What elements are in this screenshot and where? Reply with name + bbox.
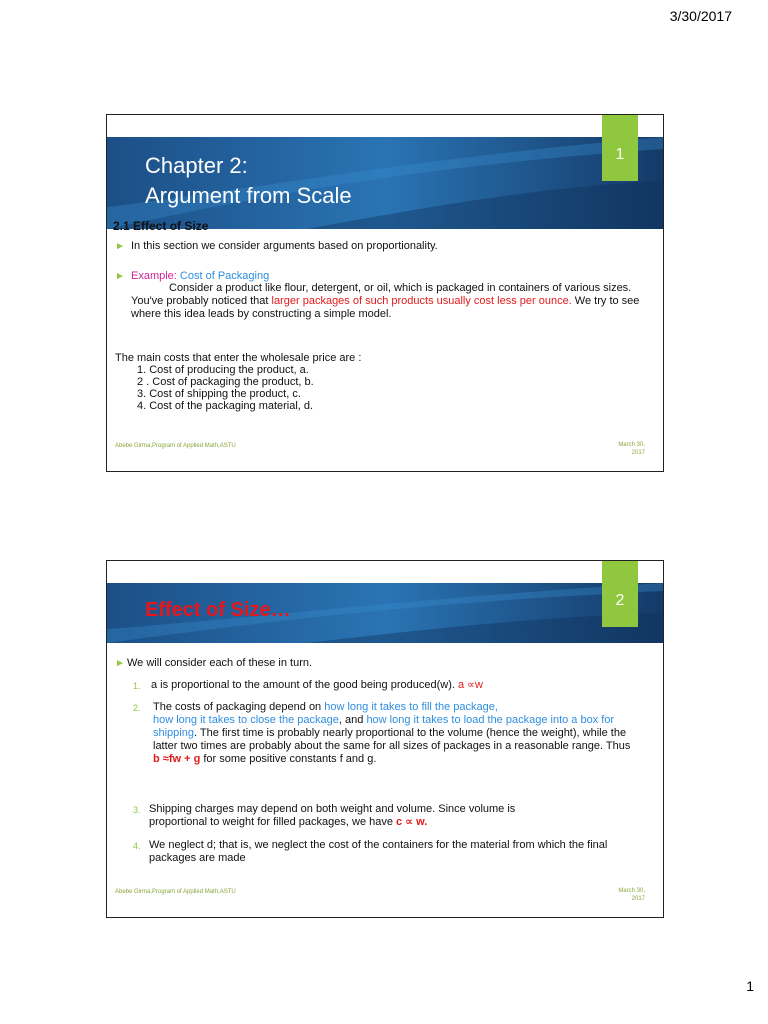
section-heading: 2.1 Effect of Size (113, 219, 209, 233)
item-2-blue1: how long it takes to fill the package, (324, 701, 498, 713)
title-banner (107, 137, 663, 229)
footer-author: Abebe Girma,Program of Applied Math,ASTU (115, 889, 236, 895)
slide-number-tab: 1 (602, 115, 638, 181)
item-4-text: We neglect d; that is, we neglect the cost of the containers for the material from which the final packages are made (149, 839, 608, 864)
item-2-blue2: how long it takes to close the package (153, 714, 339, 726)
item-2-rest: . The first time is probably nearly proportional to the volume (hence the weight), while the latter two times are probably about the same for all sizes of packages in a reasonable range. Thus (153, 727, 631, 752)
slide-2 (106, 560, 664, 918)
cost-item: 4. Cost of the packaging material, d. (137, 400, 314, 412)
costs-intro: The main costs that enter the wholesale price are : (115, 352, 362, 364)
paragraph-text: Consider a product like flour, detergent, or oil, which is packaged in containers of various sizes. You've probably noticed that (131, 282, 632, 307)
bullet-text: We will consider each of these in turn. (127, 657, 313, 669)
item-1-formula: a ∝w (457, 679, 483, 691)
item-2-mid: , and (338, 714, 367, 726)
item-1-text: a is proportional to the amount of the good being produced(w). (151, 679, 455, 691)
slide-title-line1: Chapter 2: (145, 153, 248, 178)
highlight-text: larger packages of such products usually cost less per ounce. (271, 295, 572, 307)
page-number: 1 (746, 978, 754, 994)
bullet-arrow-icon: ► (115, 658, 125, 669)
footer-author: Abebe Girma,Program of Applied Math,ASTU (115, 443, 236, 449)
bullet-arrow-icon: ► (115, 241, 125, 252)
item-2-lead: The costs of packaging depend on (153, 701, 325, 713)
example-topic: Cost of Packaging (179, 270, 270, 282)
item-number: 2. (133, 703, 141, 713)
item-2-after: for some positive constants f and g. (200, 753, 377, 765)
slide-title-line2: Argument from Scale (145, 183, 352, 208)
paragraph-text-end: We try to see where this idea leads by constructing a simple model. (131, 295, 640, 320)
item-number: 4. (133, 841, 141, 851)
cost-item: 1. Cost of producing the product, a. (137, 364, 309, 376)
item-2-text (153, 701, 633, 766)
cost-item: 3. Cost of shipping the product, c. (137, 388, 301, 400)
item-number: 3. (133, 805, 141, 815)
footer-date-line2: 2017 (631, 450, 645, 456)
footer-date-line1: March 30, (618, 888, 645, 894)
item-3-text: Shipping charges may depend on both weight and volume. Since volume is proportional to weight for filled packages, we have (149, 803, 516, 828)
item-2-formula: b ≈fw + g (153, 753, 201, 765)
bullet-text: In this section we consider arguments based on proportionality. (131, 240, 438, 252)
item-3-formula: c ∝ w. (396, 816, 428, 828)
footer-date-line2: 2017 (631, 896, 645, 902)
item-text (149, 803, 569, 829)
item-2-blue3: how long it takes to load the package into a box for shipping (153, 714, 615, 739)
footer-date (618, 441, 645, 457)
page-date: 3/30/2017 (669, 8, 732, 24)
footer-date-line1: March 30, (618, 442, 645, 448)
example-paragraph (131, 282, 649, 321)
footer-date (618, 887, 645, 903)
slide-number-tab: 2 (602, 561, 638, 627)
item-number: 1. (133, 681, 141, 691)
slide-title: Effect of Size… (145, 599, 291, 621)
bullet-arrow-icon: ► (115, 271, 125, 282)
example-label: Example: (131, 270, 177, 282)
cost-item: 2 . Cost of packaging the product, b. (137, 376, 314, 388)
slide-1 (106, 114, 664, 472)
item-text (151, 679, 483, 692)
title-banner (107, 583, 663, 643)
